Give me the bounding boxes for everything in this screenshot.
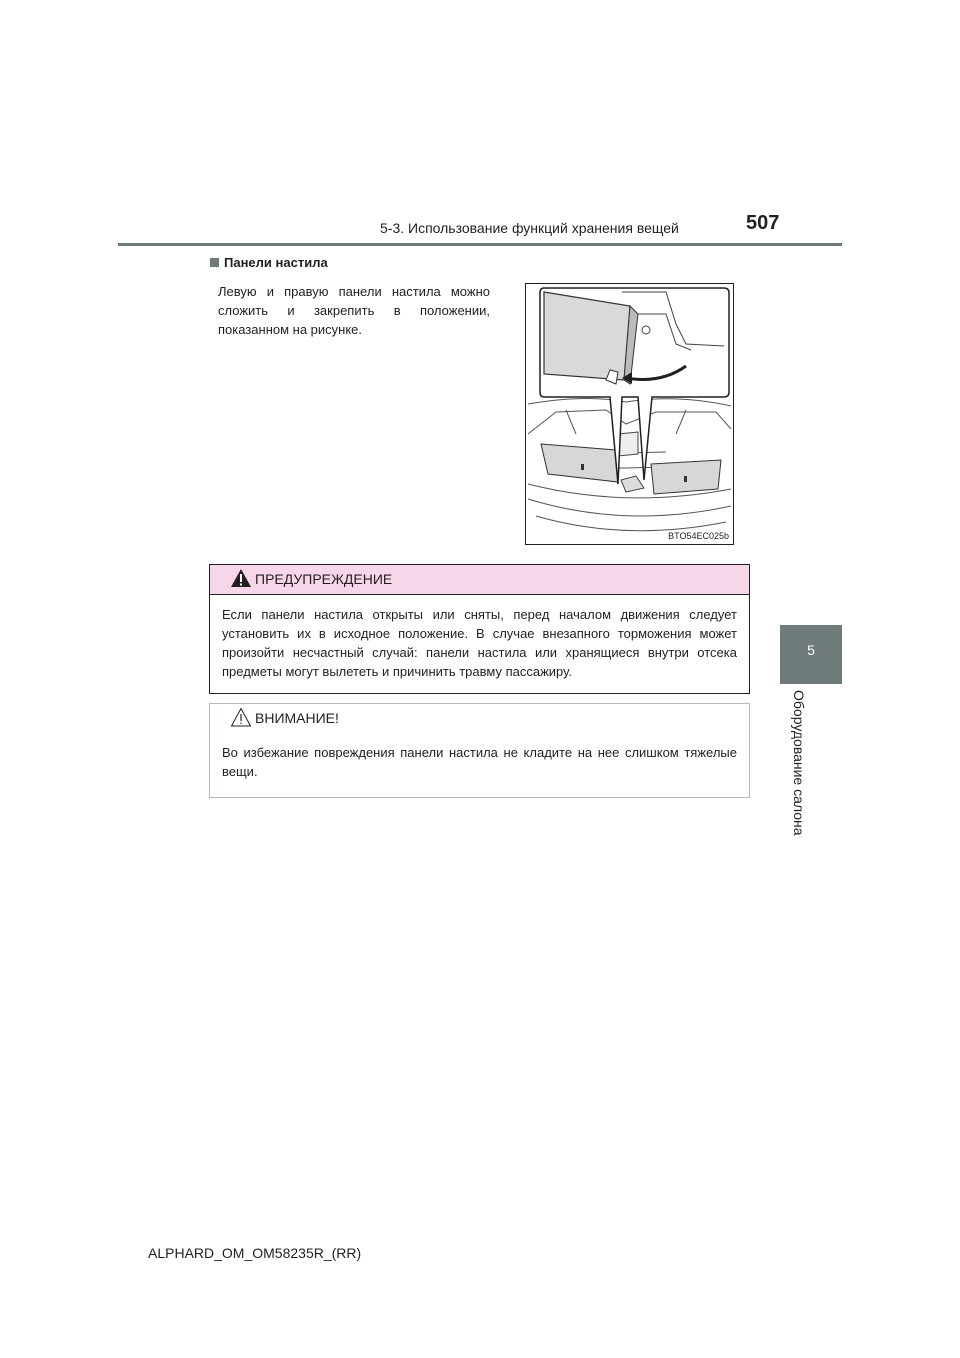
notice-box <box>209 703 750 798</box>
footer-doc-code: ALPHARD_OM_OM58235R_(RR) <box>148 1245 362 1261</box>
warning-box <box>209 564 750 694</box>
section-heading-text: Панели настила <box>224 255 328 270</box>
header-title: 5-3. Использование функций хранения вещей <box>380 220 679 236</box>
page-number: 507 <box>746 212 780 234</box>
square-bullet-icon <box>210 258 219 267</box>
section-body: Левую и правую панели настила можно сложить и закрепить в положении, показанном на рисунке. <box>218 284 490 337</box>
warning-triangle-icon <box>230 568 252 588</box>
chapter-side-label: Оборудование салона <box>791 690 807 836</box>
section-heading <box>210 255 328 270</box>
deck-panel-drawing <box>526 284 733 544</box>
notice-title: ВНИМАНИЕ! <box>255 710 339 726</box>
notice-header <box>210 704 749 733</box>
warning-text: Если панели настила открыты или сняты, перед началом движения следует установить их в исходное положение. В случае внезапного торможения может произойти несчастный случай: панели настила или хранящиеся внутри отсека предметы могут вылететь и причинить травму пассажиру. <box>222 607 737 679</box>
chapter-number: 5 <box>807 642 815 658</box>
deck-panel-illustration <box>525 283 734 545</box>
caution-triangle-icon <box>230 707 252 727</box>
figure-code: BTO54EC025b <box>668 531 729 541</box>
notice-text: Во избежание повреждения панели настила не кладите на нее слишком тяжелые вещи. <box>222 745 737 779</box>
chapter-tab <box>780 625 842 684</box>
warning-title: ПРЕДУПРЕЖДЕНИЕ <box>255 571 393 587</box>
header-rule <box>118 243 842 246</box>
warning-header <box>210 565 749 595</box>
